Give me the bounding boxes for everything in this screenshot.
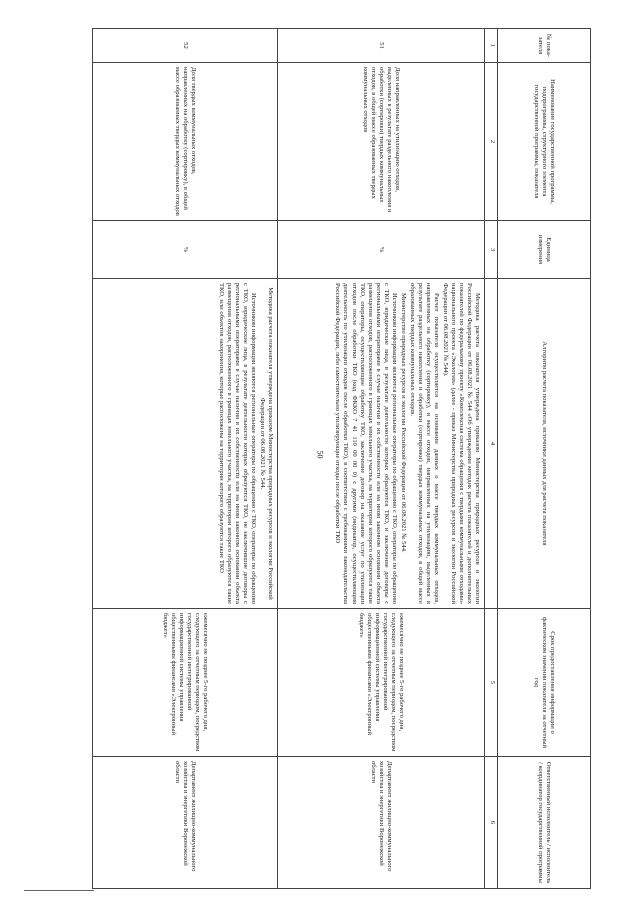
indicator-algorithm <box>278 279 485 609</box>
algorithm-paragraph: Расчет показателя осуществляется на основании данных о массе твердых коммунальных отходов, направленных на обработку (сортировку), и массе отходов, направленных на утилизацию, выделенных в результате раздельного накопления и обработки (сортировки) твердых коммунальных отходов, в общей массе образованных твердых коммунальных отходов. <box>408 283 440 604</box>
algorithm-paragraph: Министерство природных ресурсов и экологии Российской Федерации от 06.08.2021 № 544. <box>399 293 407 553</box>
column-number-row <box>485 29 498 889</box>
table-row <box>278 29 485 889</box>
indicator-algorithm <box>93 279 278 609</box>
page-number: 50 <box>315 450 325 459</box>
header-num: № пока-зателя <box>498 29 591 63</box>
column-number: 2 <box>485 63 498 221</box>
indicator-name: Доля твердых коммунальных отходов, направленных на обработку (сортировку), в общей массе образованных твердых коммунальных отходов <box>93 63 278 221</box>
indicators-table <box>92 28 591 889</box>
indicator-responsible: Департамент жилищно-коммунального хозяйства и энергетики Воронежской области <box>93 757 278 889</box>
column-number: 4 <box>485 279 498 609</box>
row-number: 51 <box>278 29 485 63</box>
header-name: Наименование государственной программы, подпрограммы, структурного элемента государственной программы, показателя <box>498 63 591 221</box>
algorithm-paragraph: Источником информации являются региональные операторы по обращению с ТКО, операторы по обращению с ТКО, юридические лица, в результате деятельности которых образуются ТКО, не заключившие договоры с региональными операторами в случае наличия в их собственности или на ином законном основании объекта размещения отходов, расположенного в границах земельного участка, на территории которого образуются такие ТКО, или объектов захоронения, которые расположены на территории которого образуются такие ТКО <box>217 283 257 604</box>
column-number: 5 <box>485 609 498 757</box>
column-number: 1 <box>485 29 498 63</box>
footer-rule <box>24 890 94 891</box>
indicator-unit: % <box>278 221 485 279</box>
header-responsible: Ответственный исполнитель / исполнитель / координатор государственной программы <box>498 757 591 889</box>
header-deadline: Срок предоставления информации о фактическом значении показателя за отчетный год <box>498 609 591 757</box>
header-row <box>498 29 591 889</box>
indicator-deadline: ежемесячно не позднее 5-го рабочего дня, следующего за отчетным периодом, посредством государственной интегрированной информационной системы управления общественными финансами «Электронный бюджет» <box>93 609 278 757</box>
row-number: 52 <box>93 29 278 63</box>
algorithm-paragraph: Методика расчета показателя утверждена приказом Министерства природных ресурсов и экологии Российской Федерации от 06.08.2021 № 544. <box>258 287 274 600</box>
column-number: 6 <box>485 757 498 889</box>
indicator-unit: % <box>93 221 278 279</box>
algorithm-paragraph: Методика расчета показателя утверждена приказом Министерства природных ресурсов и экологии Российской Федерации от 06.08.2021 № 544 «Об утверждении методик расчета показателей и дополнительных показателей по федеральному проекту «Комплексная система обращения с твердыми коммунальными отходами» национального проекта «Экология» (далее - приказ Министерства природных ресурсов и экологии Российской Федерации от 06.08.2021 № 544). <box>441 283 481 604</box>
header-unit: Единица измерения <box>498 221 591 279</box>
indicator-deadline: ежемесячно не позднее 5-го рабочего дня, следующего за отчетным периодом, посредством государственной интегрированной информационной системы управления общественными финансами «Электронный бюджет» <box>278 609 485 757</box>
rotated-page <box>43 28 591 888</box>
column-number: 3 <box>485 221 498 279</box>
indicator-name: Доля направленных на утилизацию отходов, выделенных в результате раздельного накопления и обработки (сортировки) твердых коммунальных отходов, в общей массе образованных твердых коммунальных отходов <box>278 63 485 221</box>
algorithm-paragraph: Источником информации являются региональные операторы по обращению с ТКО, операторы по обращению с ТКО, юридические лица, в результате деятельности которых образуются ТКО, и заключение договоры с региональными операторами в случае наличия в их собственности или на ином законном основании объекта размещения отходов, расположенного в границах земельного участка, на территории которого образуются такие ТКО, операторы, осуществляющие обработку ТКО, заключение договор на оказание услуг по утилизации отходов после обработки ТКО (код ФККО 7 41 110 00 00 0) с другими (индикатор, осуществляющим деятельность по утилизации отходов после обработки ТКО), в соответствии с требованиями законодательства Российской Федерации, либо самостоятельно утилизирующие отходы после обработки ТКО <box>334 283 398 604</box>
indicator-responsible: Департамент жилищно-коммунального хозяйства и энергетики Воронежской области <box>278 757 485 889</box>
header-algorithm: Алгоритм расчета показателя, источники данных для расчета показателя <box>498 279 591 609</box>
table-row <box>93 29 278 889</box>
